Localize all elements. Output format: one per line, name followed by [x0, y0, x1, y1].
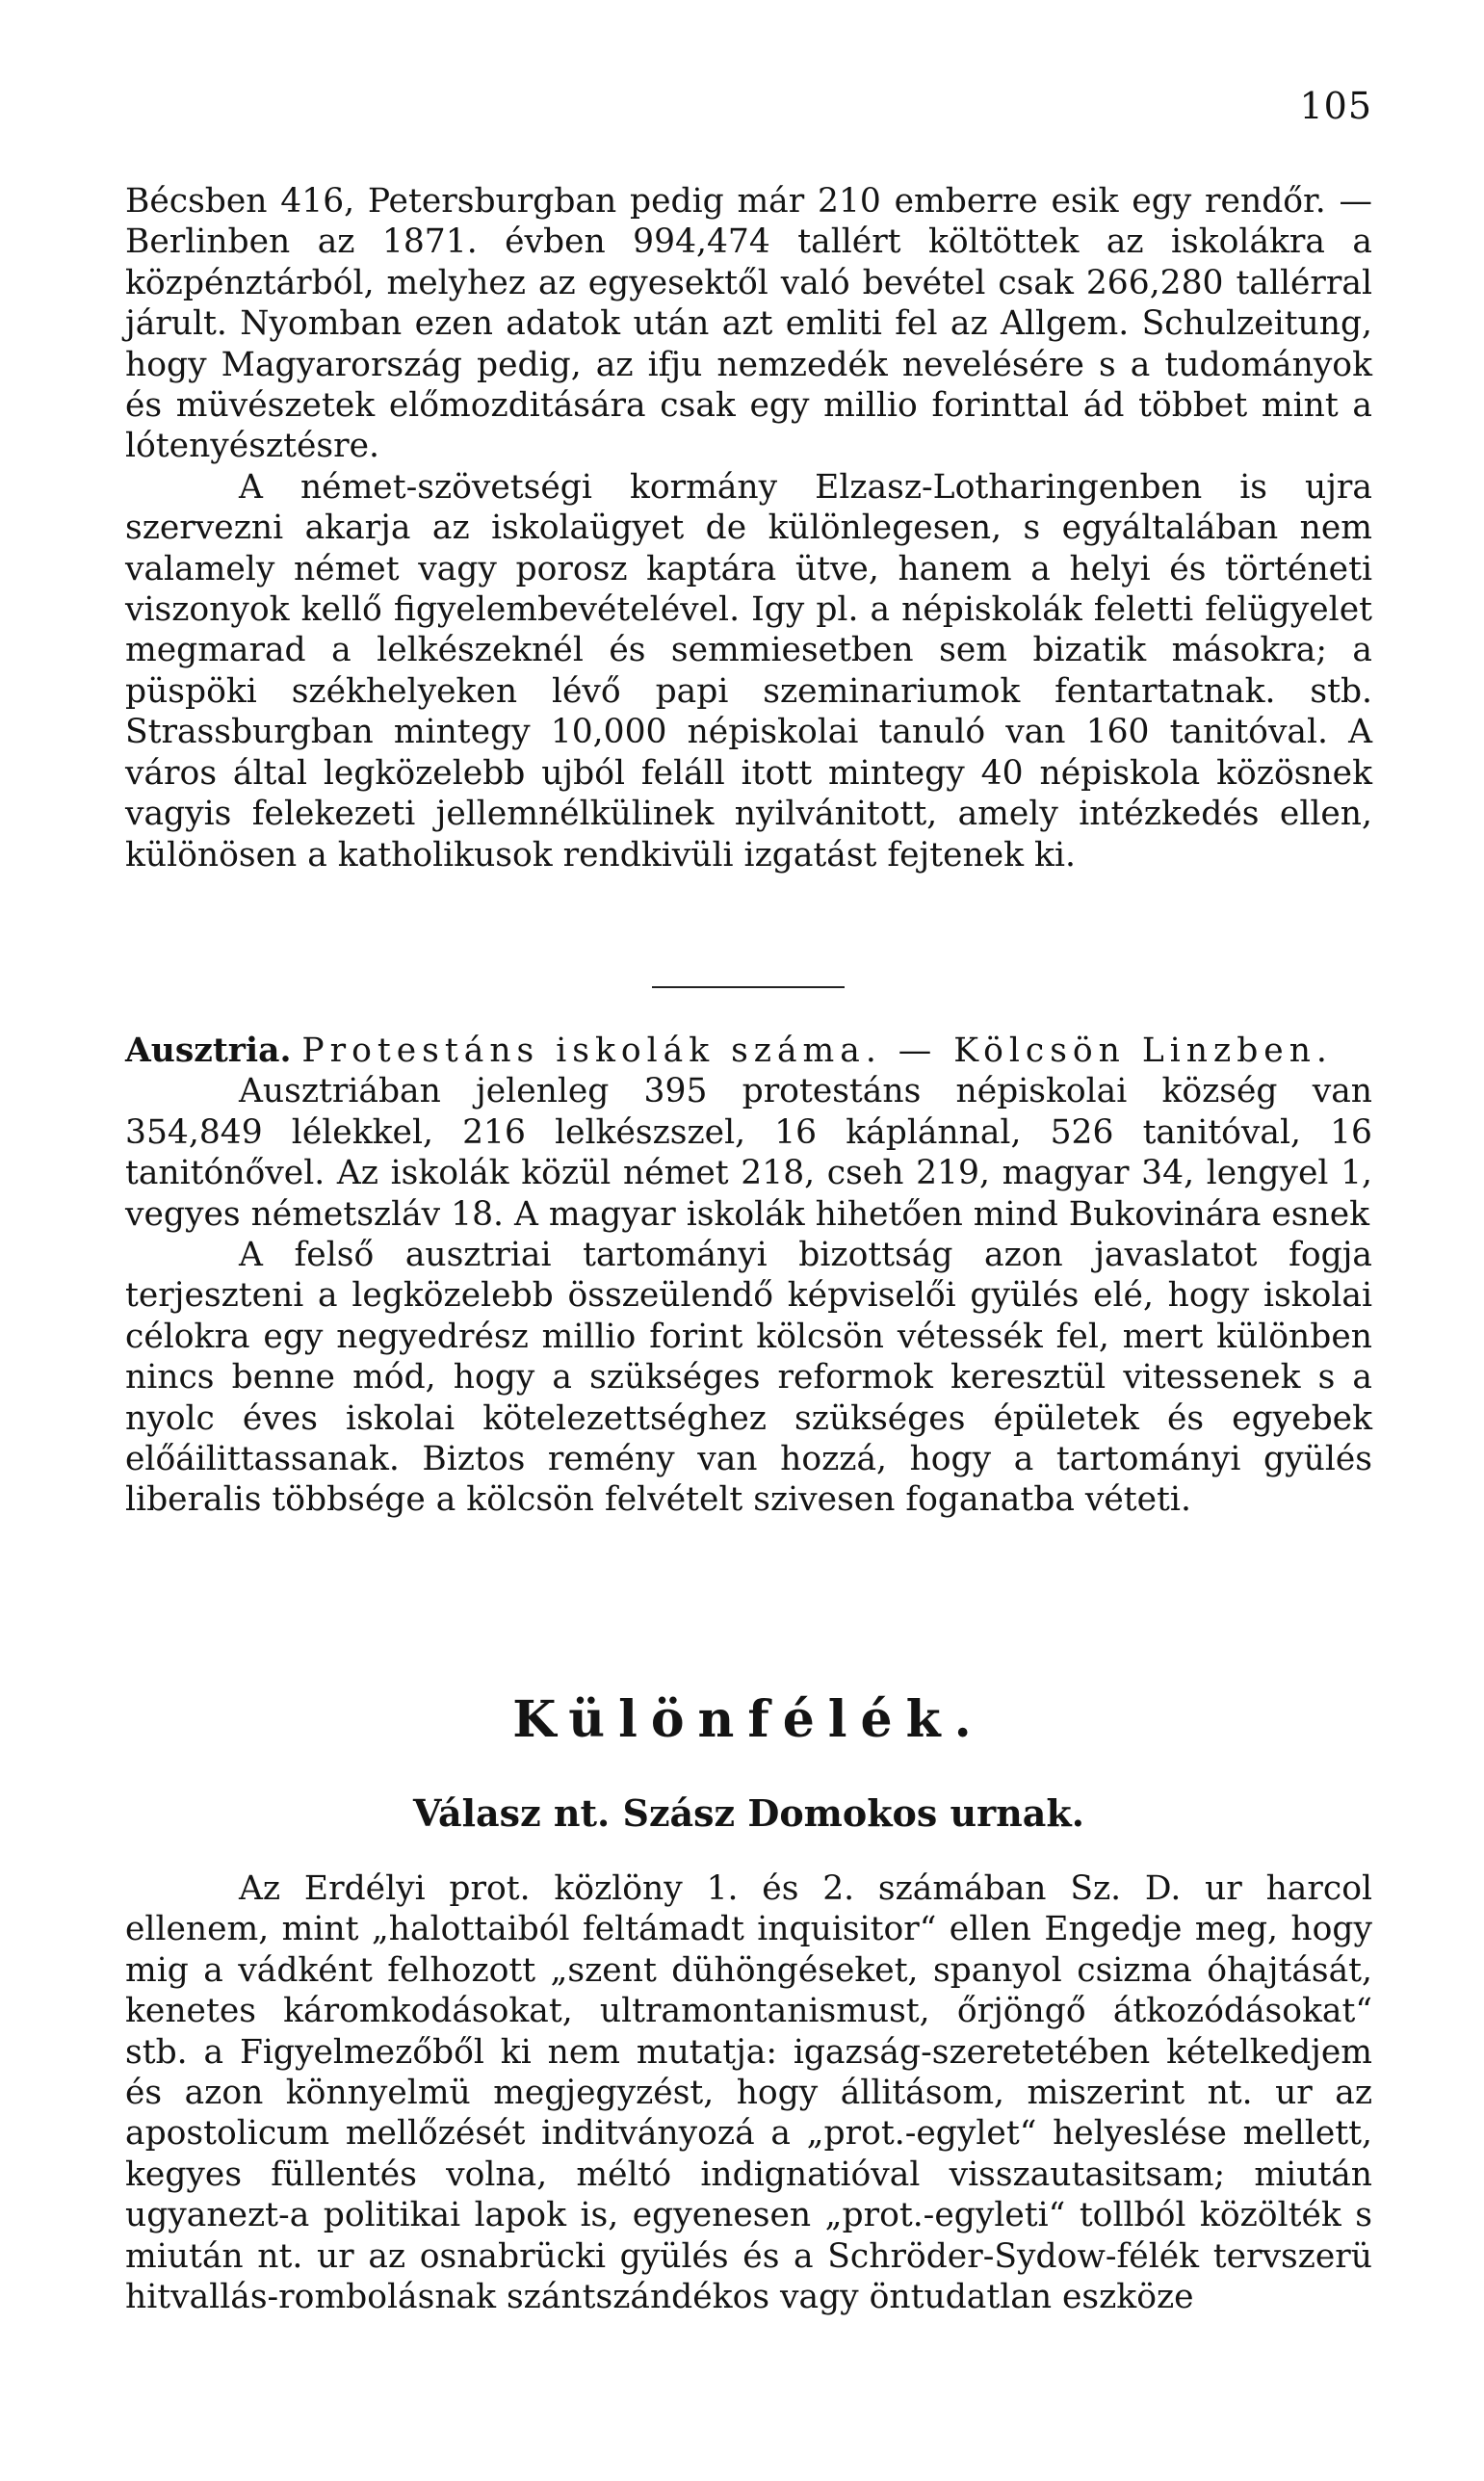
text-block-reply: [125, 1868, 1372, 2317]
paragraph-austria-schools: Ausztriában jelenleg 395 protestáns népiskolai község van 354,849 lélekkel, 216 lelkészszel, 16 káplánnal, 526 tanitóval, 16 tanitónővel. Az iskolák közül német 218, cseh 219, magyar 34, lengyel 1, vegyes németszláv 18. A magyar iskolák hihetően mind Bukovinára esnek: [125, 1072, 1372, 1234]
section-title-kulonfelek: Különfélék.: [512, 1690, 985, 1749]
page-number: 105: [1299, 85, 1372, 127]
austria-heading-country: Ausztria.: [125, 1032, 292, 1070]
text-block-austria: [125, 1031, 1372, 1521]
paragraph-elsass-lothringen: A német-szövetségi kormány Elzasz-Lotharingenben is ujra szervezni akarja az iskolaügyet de különlegesen, s egyáltalában nem valamely német vagy porosz kaptára ütve, hanem a helyi és történeti viszonyok kellő figyelembevételével. Igy pl. a népiskolák feletti felügyelet megmarad a lelkészeknél és semmiesetben sem bizatik másokra; a püspöki székhelyeken lévő papi szeminariumok fentartatnak. stb. Strassburgban mintegy 10,000 népiskolai tanuló van 160 tanitóval. A város által legközelebb ujból feláll itott mintegy 40 népiskola közösnek vagyis felekezeti jellemnélkülinek nyilvánitott, amely intézkedés ellen, különösen a katholikusok rendkivüli izgatást fejtenek ki.: [125, 467, 1372, 875]
paragraph-vienna-berlin: Bécsben 416, Petersburgban pedig már 210 emberre esik egy rendőr. — Berlinben az 1871. évben 994,474 tallért költöttek az iskolákra a közpénztárból, melyhez az egyesektől való bevétel csak 266,280 tallérral járult. Nyomban ezen adatok után azt emliti fel az Allgem. Schulzeitung, hogy Magyarország pedig, az ifju nemzedék nevelésére s a tudományok és müvészetek előmozditására csak egy millio forinttal ád többet mint a lótenyésztésre.: [125, 182, 1372, 466]
paragraph-reply: Az Erdélyi prot. közlöny 1. és 2. számában Sz. D. ur harcol ellenem, mint „halottaiból feltámadt inquisitor“ ellen Engedje meg, hogy mig a vádként felhozott „szent dühöngéseket, spanyol csizma óhajtását, kenetes káromkodásokat, ultramontanismust, őrjöngő átkozódásokat“ stb. a Figyelmezőből ki nem mutatja: igazság-szeretetében kételkedjem és azon könnyelmü megjegyzést, hogy állitásom, miszerint nt. ur az apostolicum mellőzését inditványozá a „prot.-egylet“ helyeslése mellett, kegyes füllentés volna, méltó indignatióval visszautasitsam; miután ugyanezt-a politikai lapok is, egyenesen „prot.-egyleti“ tollból közölték s miután nt. ur az osnabrücki gyülés és a Schröder-Sydow-félék tervszerü hitvallás-rombolásnak szántszándékos vagy öntudatlan eszköze: [125, 1869, 1372, 2317]
paragraph-austria-loan: A felső ausztriai tartományi bizottság azon javaslatot fogja terjeszteni a legközelebb összeülendő képviselői gyülés elé, hogy iskolai célokra egy negyedrész millio forint kölcsön vétessék fel, mert különben nincs benne mód, hogy a szükséges reformok keresztül vitessenek s a nyolc éves iskolai kötelezettséghez szükséges épületek és egyebek előáilittassanak. Biztos remény van hozzá, hogy a tartományi gyülés liberalis többsége a kölcsön felvételt szivesen foganatba véteti.: [125, 1236, 1372, 1520]
austria-heading: [125, 1031, 1372, 1071]
article-title: Válasz nt. Szász Domokos urnak.: [413, 1791, 1084, 1835]
austria-heading-topics: Protestáns iskolák száma. — Kölcsön Linzben.: [301, 1032, 1333, 1070]
section-divider: [652, 986, 845, 988]
text-block-schools-germany: [125, 181, 1372, 875]
